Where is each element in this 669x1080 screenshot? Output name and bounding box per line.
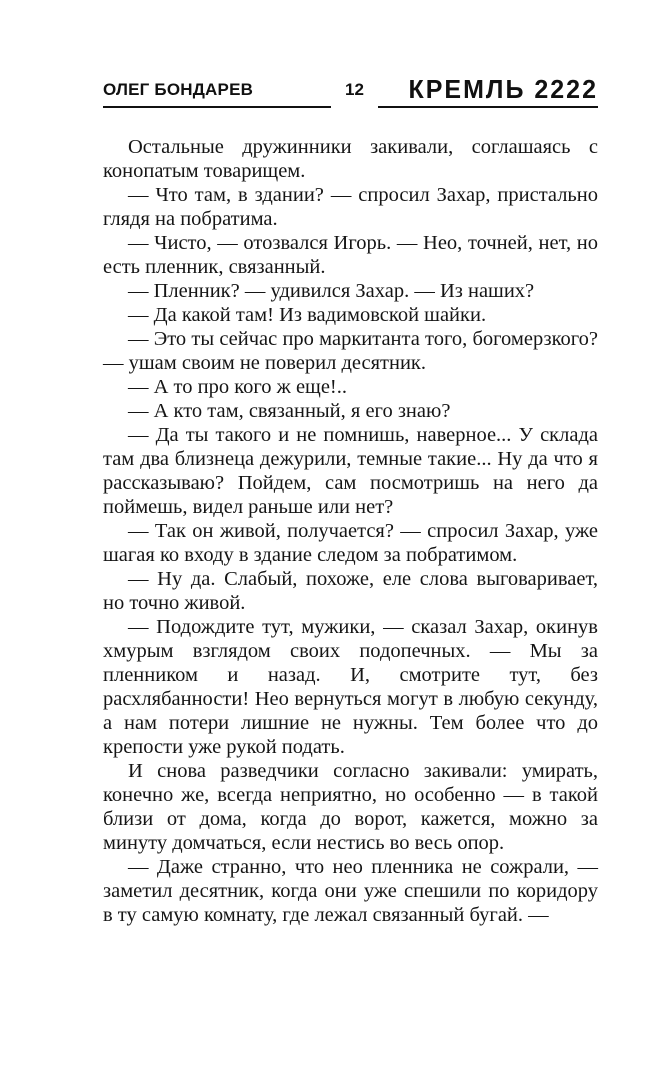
paragraph: — Это ты сейчас про маркитанта того, богомерзкого? — ушам своим не поверил десятник. <box>103 328 598 374</box>
paragraph: — А то про кого ж еще!.. <box>128 376 348 398</box>
paragraph: — Подождите тут, мужики, — сказал Захар, окинув хмурым взглядом своих подопечных. — Мы за пленником и назад. И, смотрите тут, без расхлябанности! Нео вернуться могут в любую секунду, а нам потери лишние не нужны. Тем более что до крепости уже рукой подать. <box>103 616 598 758</box>
paragraph: И снова разведчики согласно закивали: умирать, конечно же, всегда неприятно, но особенно — в такой близи от дома, когда до ворот, кажется, можно за минуту домчаться, если нестись во весь опор. <box>103 760 598 854</box>
header-rule-right <box>378 106 598 108</box>
page-number: 12 <box>345 80 364 99</box>
paragraph: — Что там, в здании? — спросил Захар, пристально глядя на побратима. <box>103 184 598 230</box>
paragraph: — Да какой там! Из вадимовской шайки. <box>128 304 487 326</box>
header-rule-left <box>103 106 331 108</box>
paragraph: — Пленник? — удивился Захар. — Из наших? <box>128 280 535 302</box>
paragraph: — Чисто, — отозвался Игорь. — Нео, точней, нет, но есть пленник, связанный. <box>103 232 598 278</box>
body-text <box>103 135 598 927</box>
paragraph: — Даже странно, что нео пленника не сожрали, — заметил десятник, когда они уже спешили по коридору в ту самую комнату, где лежал связанный бугай. — <box>103 856 598 926</box>
paragraph: — А кто там, связанный, я его знаю? <box>128 400 451 422</box>
paragraph: — Ну да. Слабый, похоже, еле слова выговаривает, но точно живой. <box>103 568 598 614</box>
header-author: ОЛЕГ БОНДАРЕВ <box>103 80 254 99</box>
running-header <box>103 75 598 116</box>
paragraph: — Да ты такого и не помнишь, наверное... У склада там два близнеца дежурили, темные такие... Ну да что я рассказываю? Пойдем, сам посмотришь на него да поймешь, видел раньше или нет? <box>103 424 598 518</box>
paragraph: — Так он живой, получается? — спросил Захар, уже шагая ко входу в здание следом за побратимом. <box>103 520 598 566</box>
header-book-title: КРЕМЛЬ 2222 <box>408 75 598 105</box>
paragraph: Остальные дружинники закивали, соглашаясь с конопатым товарищем. <box>103 136 598 182</box>
